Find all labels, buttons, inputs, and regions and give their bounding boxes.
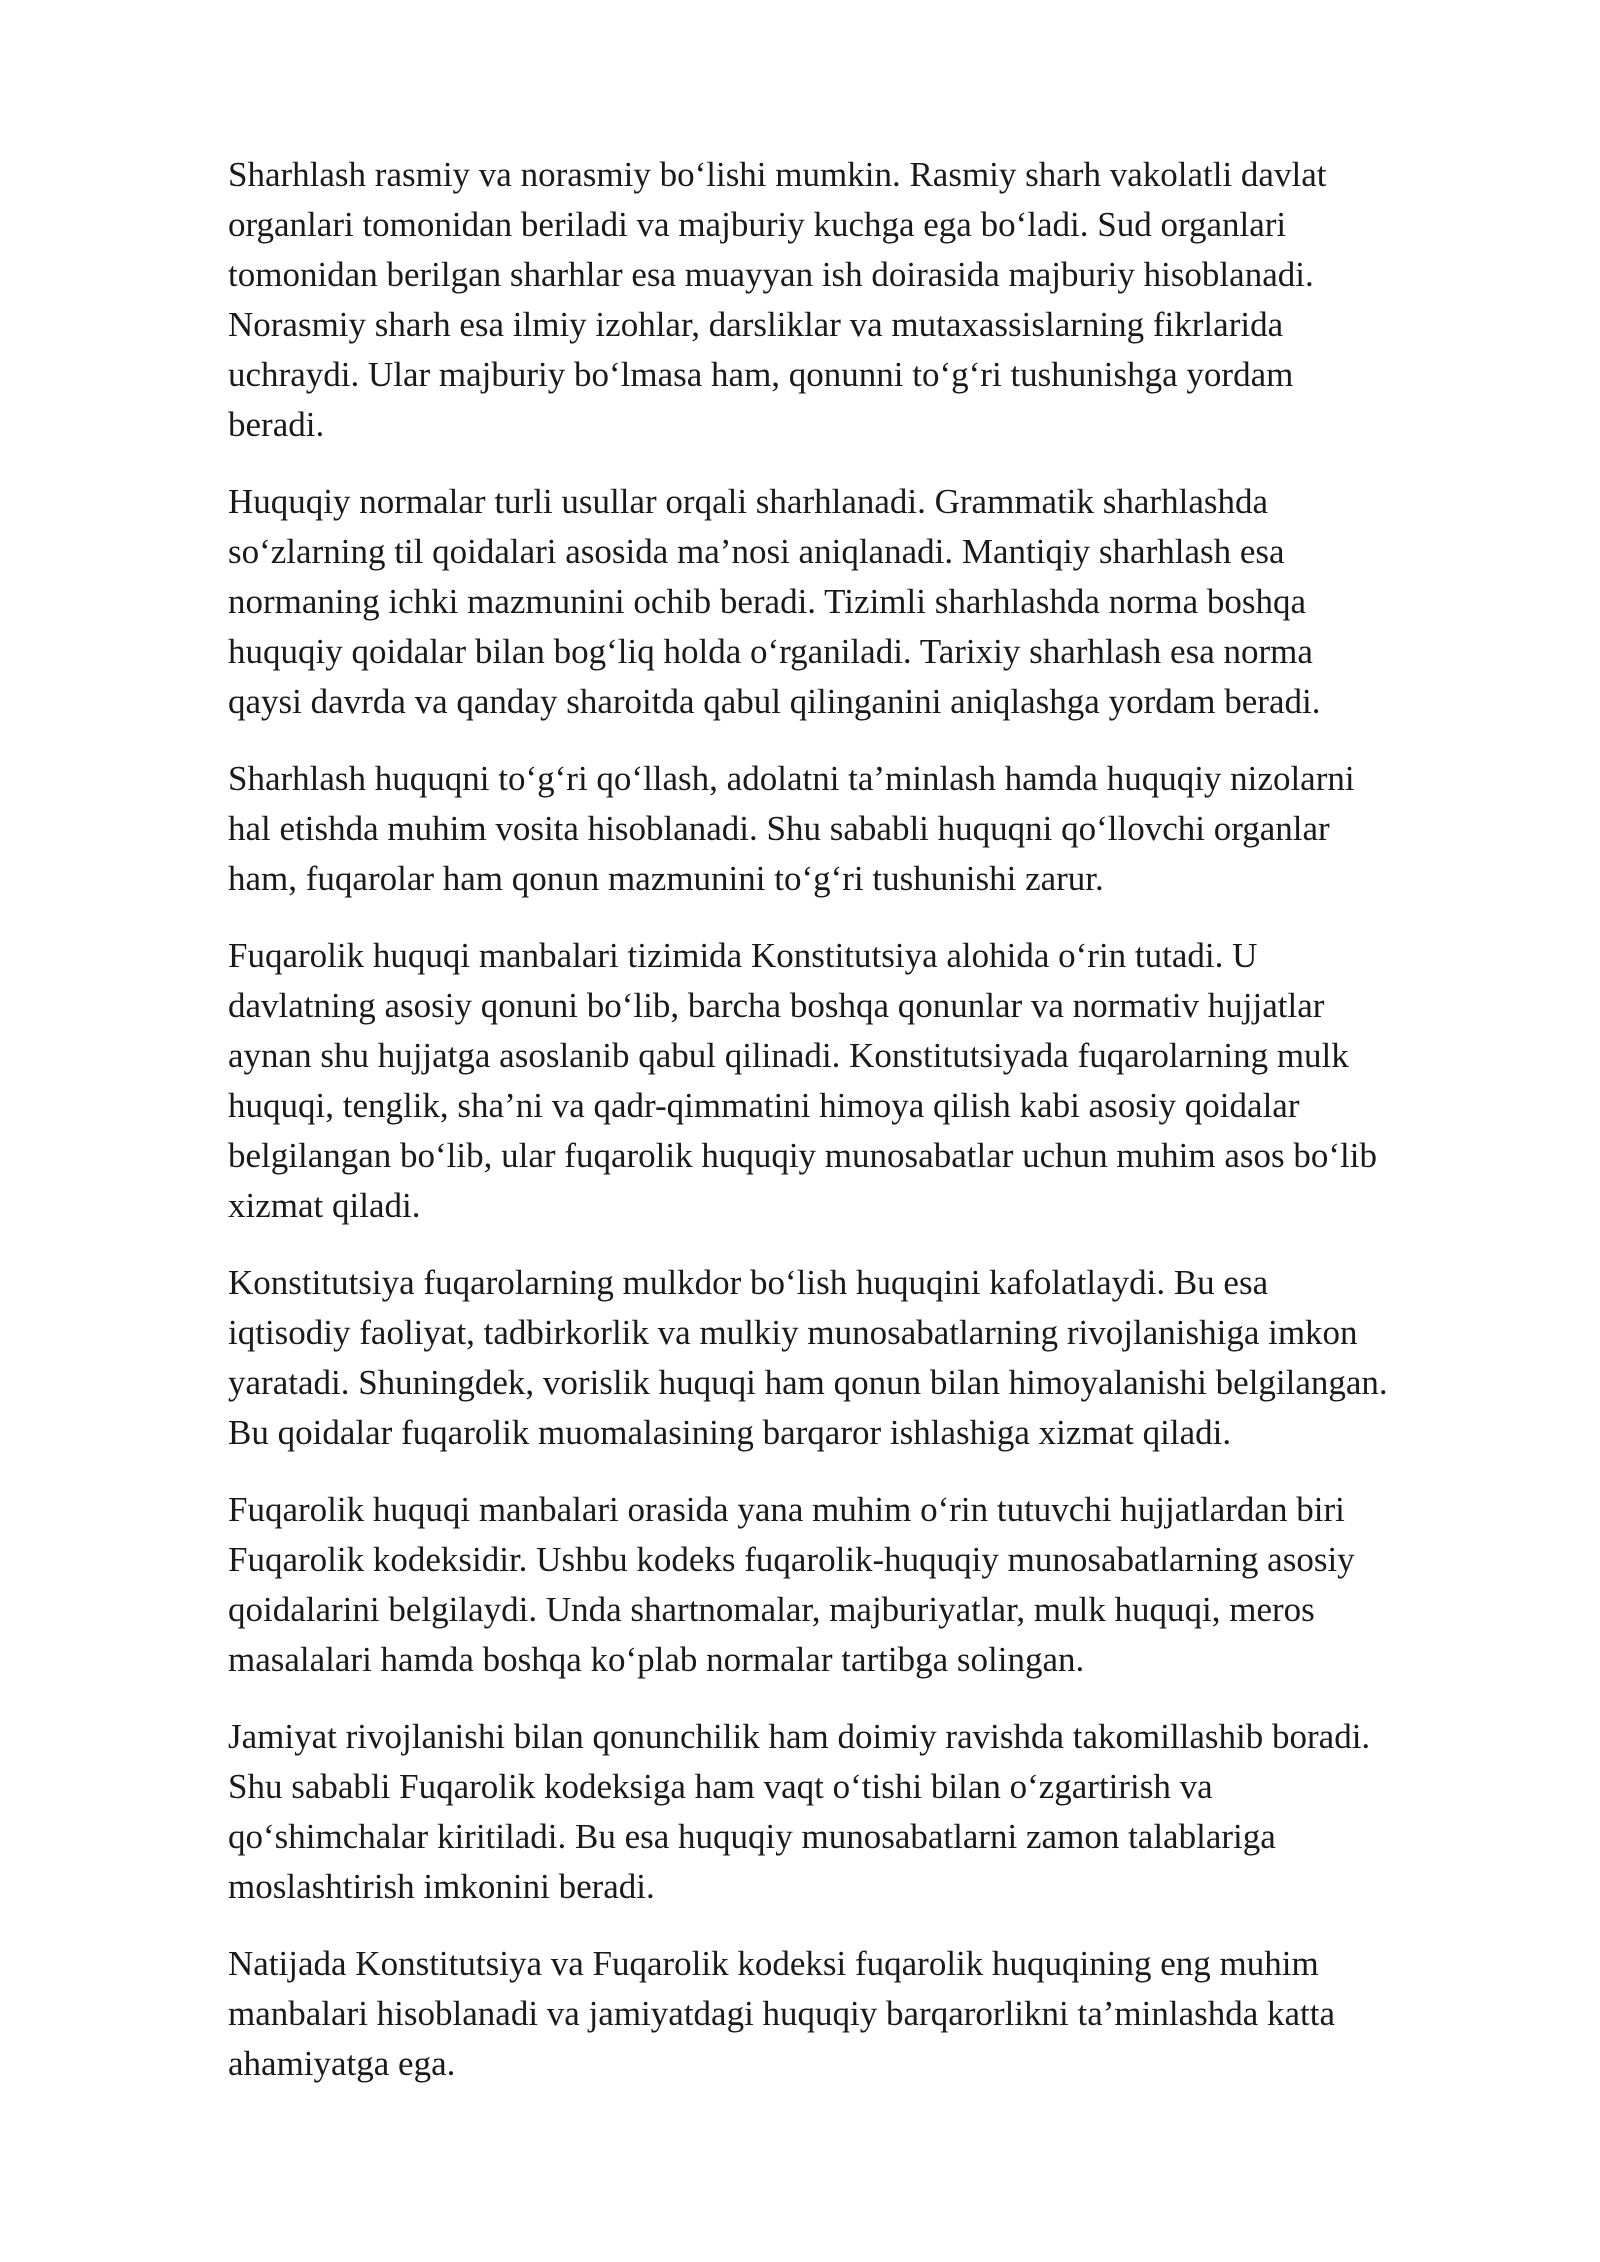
text-line: aynan shu hujjatga asoslanib qabul qilinadi. Konstitutsiyada fuqarolarning mulk: [228, 1036, 1349, 1075]
paragraph-5: [228, 1258, 1490, 1458]
paragraph-4: [228, 931, 1490, 1231]
text-line: moslashtirish imkonini beradi.: [228, 1867, 655, 1906]
text-line: huquqi, tenglik, sha’ni va qadr-qimmatini himoya qilish kabi asosiy qoidalar: [228, 1086, 1300, 1125]
text-line: Sharhlash rasmiy va norasmiy bo‘lishi mumkin. Rasmiy sharh vakolatli davlat: [228, 155, 1327, 194]
text-line: davlatning asosiy qonuni bo‘lib, barcha boshqa qonunlar va normativ hujjatlar: [228, 986, 1325, 1025]
paragraph-3: [228, 754, 1490, 904]
text-line: Huquqiy normalar turli usullar orqali sharhlanadi. Grammatik sharhlashda: [228, 482, 1269, 521]
text-line: iqtisodiy faoliyat, tadbirkorlik va mulkiy munosabatlarning rivojlanishiga imkon: [228, 1313, 1358, 1352]
text-line: Bu qoidalar fuqarolik muomalasining barqaror ishlashiga xizmat qiladi.: [228, 1413, 1232, 1452]
paragraph-2: [228, 477, 1490, 727]
text-line: Fuqarolik huquqi manbalari orasida yana muhim o‘rin tutuvchi hujjatlardan biri: [228, 1490, 1345, 1529]
text-line: Konstitutsiya fuqarolarning mulkdor bo‘lish huquqini kafolatlaydi. Bu esa: [228, 1263, 1269, 1302]
text-line: manbalari hisoblanadi va jamiyatdagi huquqiy barqarorlikni ta’minlashda katta: [228, 1994, 1336, 2033]
text-line: uchraydi. Ular majburiy bo‘lmasa ham, qonunni to‘g‘ri tushunishga yordam: [228, 355, 1294, 394]
document-body: [228, 150, 1490, 2089]
text-line: Norasmiy sharh esa ilmiy izohlar, darsliklar va mutaxassislarning fikrlarida: [228, 305, 1284, 344]
text-line: Jamiyat rivojlanishi bilan qonunchilik ham doimiy ravishda takomillashib boradi.: [228, 1717, 1371, 1756]
text-line: beradi.: [228, 405, 325, 444]
text-line: Shu sababli Fuqarolik kodeksiga ham vaqt o‘tishi bilan o‘zgartirish va: [228, 1767, 1213, 1806]
text-line: huquqiy qoidalar bilan bog‘liq holda o‘rganiladi. Tarixiy sharhlash esa norma: [228, 632, 1313, 671]
text-line: xizmat qiladi.: [228, 1186, 421, 1225]
text-line: qoidalarini belgilaydi. Unda shartnomalar, majburiyatlar, mulk huquqi, meros: [228, 1590, 1315, 1629]
text-line: qaysi davrda va qanday sharoitda qabul qilinganini aniqlashga yordam beradi.: [228, 682, 1321, 721]
text-line: Fuqarolik huquqi manbalari tizimida Konstitutsiya alohida o‘rin tutadi. U: [228, 936, 1258, 975]
text-line: masalalari hamda boshqa ko‘plab normalar tartibga solingan.: [228, 1640, 1085, 1679]
text-line: Fuqarolik kodeksidir. Ushbu kodeks fuqarolik-huquqiy munosabatlarning asosiy: [228, 1540, 1355, 1579]
text-line: hal etishda muhim vosita hisoblanadi. Shu sababli huquqni qo‘llovchi organlar: [228, 809, 1330, 848]
paragraph-6: [228, 1485, 1490, 1685]
text-line: organlari tomonidan beriladi va majburiy kuchga ega bo‘ladi. Sud organlari: [228, 205, 1287, 244]
text-line: tomonidan berilgan sharhlar esa muayyan ish doirasida majburiy hisoblanadi.: [228, 255, 1314, 294]
text-line: normaning ichki mazmunini ochib beradi. Tizimli sharhlashda norma boshqa: [228, 582, 1307, 621]
text-line: Sharhlash huquqni to‘g‘ri qo‘llash, adolatni ta’minlash hamda huquqiy nizolarni: [228, 759, 1355, 798]
text-line: yaratadi. Shuningdek, vorislik huquqi ham qonun bilan himoyalanishi belgilangan.: [228, 1363, 1388, 1402]
paragraph-7: [228, 1712, 1490, 1912]
paragraph-8: [228, 1939, 1490, 2089]
text-line: belgilangan bo‘lib, ular fuqarolik huquqiy munosabatlar uchun muhim asos bo‘lib: [228, 1136, 1377, 1175]
text-line: ahamiyatga ega.: [228, 2044, 456, 2083]
paragraph-1: [228, 150, 1490, 450]
text-line: so‘zlarning til qoidalari asosida ma’nosi aniqlanadi. Mantiqiy sharhlash esa: [228, 532, 1285, 571]
text-line: Natijada Konstitutsiya va Fuqarolik kodeksi fuqarolik huquqining eng muhim: [228, 1944, 1319, 1983]
text-line: qo‘shimchalar kiritiladi. Bu esa huquqiy munosabatlarni zamon talablariga: [228, 1817, 1276, 1856]
text-line: ham, fuqarolar ham qonun mazmunini to‘g‘ri tushunishi zarur.: [228, 859, 1104, 898]
